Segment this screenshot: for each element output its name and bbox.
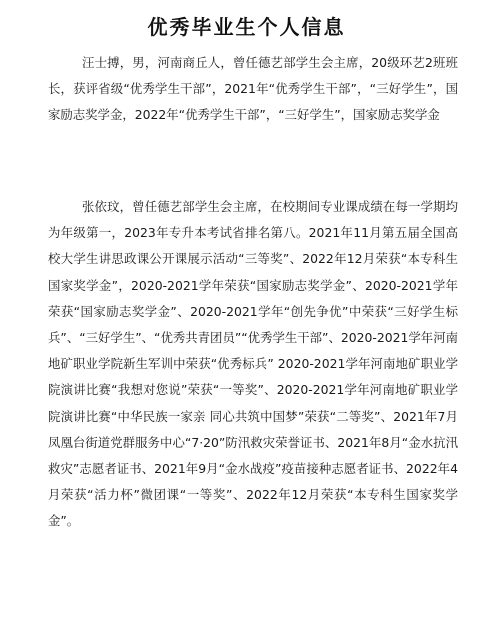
paragraph-graduate-1: 汪士搏，男，河南商丘人，曾任德艺部学生会主席，20级环艺2班班长，获评省级“优秀学生干部”，2021年“优秀学生干部”，“三好学生”，国家励志奖学金，2022年“优秀学生干部”，“三好学生”，国家励志奖学金 [48, 55, 458, 123]
document-title: 优秀毕业生个人信息 [147, 15, 346, 39]
paragraph-graduate-2: 张依玟，曾任德艺部学生会主席，在校期间专业课成绩在每一学期均为年级第一，2023年专升本考试省排名第八。2021年11月第五届全国高校大学生讲思政课公开课展示活动“三等奖”、2022年12月荣获“本专科生国家奖学金”，2020-2021学年荣获“国家励志奖学金”、2020-2021学年荣获“国家励志奖学金”、2020-2021学年“创先争优”中荣获“三好学生标兵”、“三好学生”、“优秀共青团员”“优秀学生干部”、2020-2021学年河南地矿职业学院新生军训中荣获“优秀标兵” 2020-2021学年河南地矿职业学院演讲比赛“我想对您说”荣获“一等奖”、2020-2021学年河南地矿职业学院演讲比赛“中华民族一家亲 同心共筑中国梦”荣获“二等奖”、2021年7月凤凰台街道党群服务中心“7·20”防汛救灾荣誉证书、2021年8月“金水抗汛救灾”志愿者证书、2021年9月“金水战疫”疫苗接种志愿者证书、2022年4月荣获“活力杯”微团课“一等奖”、2022年12月荣获“本专科生国家奖学金”。 [48, 199, 458, 529]
